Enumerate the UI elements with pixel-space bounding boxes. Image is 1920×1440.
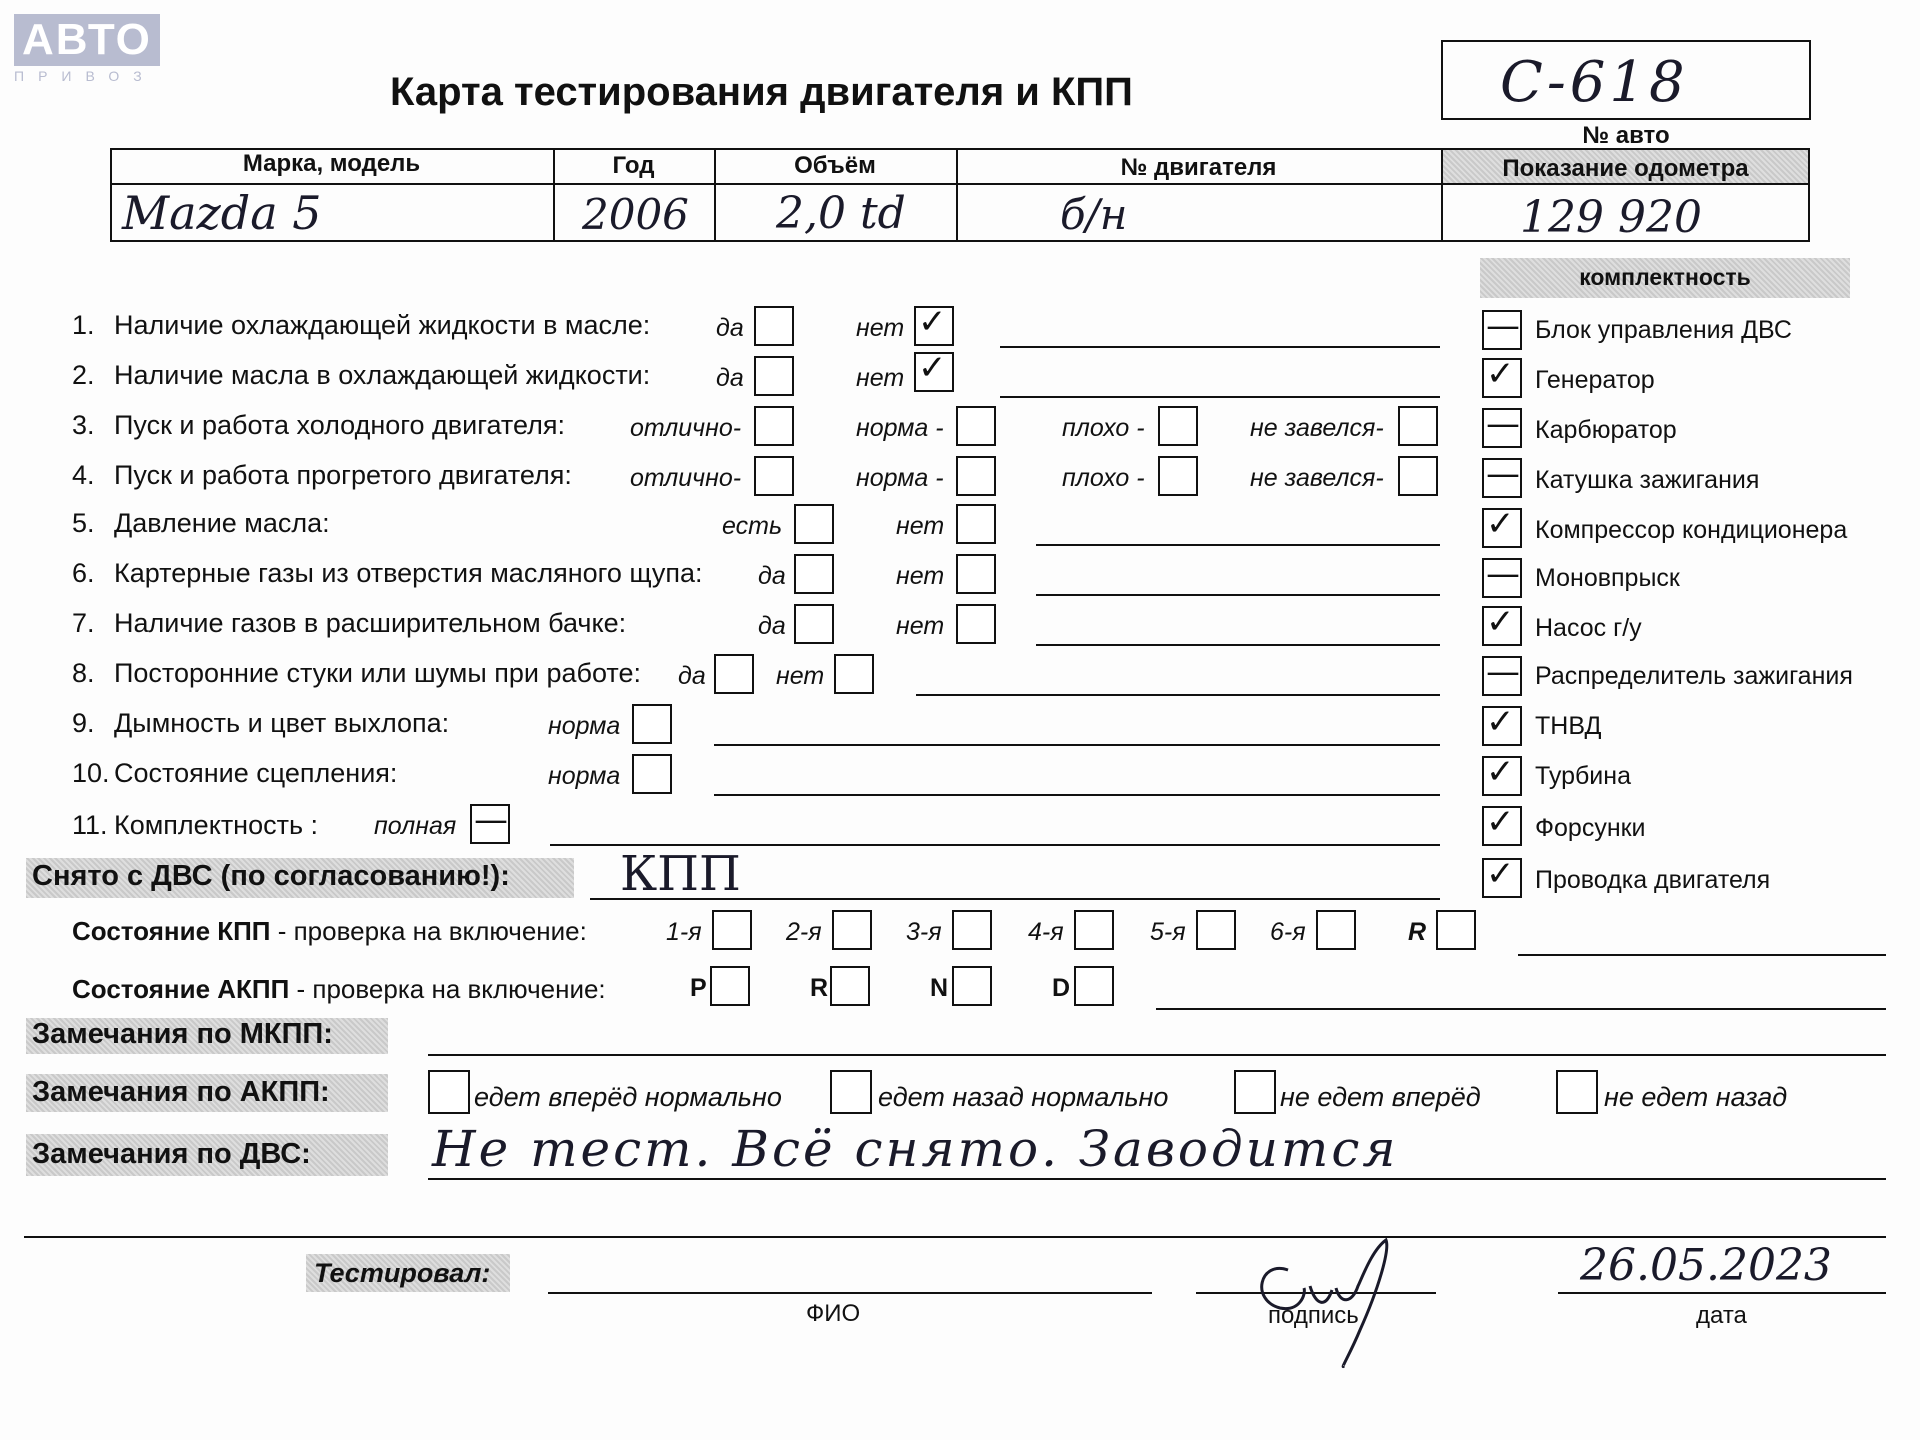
value-odometer: 129 920	[1520, 192, 1702, 243]
logo-sub: ПРИВОЗ	[14, 68, 156, 84]
option-label: да	[758, 562, 786, 590]
completeness-header: комплектность	[1579, 264, 1751, 290]
option-label: не завелся-	[1250, 414, 1384, 442]
gear-checkbox[interactable]	[1196, 910, 1236, 950]
question-text: Комплектность :	[114, 810, 319, 840]
date-label: дата	[1696, 1302, 1747, 1329]
remarks-mkpp-label: Замечания по МКПП:	[32, 1018, 333, 1050]
option-label: не завелся-	[1250, 464, 1384, 492]
checkbox-q11-full[interactable]	[470, 800, 510, 844]
gear-label: R	[810, 974, 829, 1002]
component-checkbox[interactable]: ✓	[1482, 858, 1522, 898]
option-label: отлично-	[630, 414, 742, 442]
component-checkbox[interactable]: —	[1482, 408, 1522, 448]
question-text: Пуск и работа холодного двигателя:	[114, 410, 565, 440]
option-label: плохо -	[1062, 464, 1145, 492]
removed-value[interactable]: КПП	[620, 846, 741, 902]
component-checkbox[interactable]: ✓	[1482, 756, 1522, 796]
component-label: Карбюратор	[1535, 416, 1677, 444]
option-label: отлично-	[630, 464, 742, 492]
header-year: Год	[612, 152, 655, 179]
option-label: нет	[856, 314, 905, 342]
signature-label: подпись	[1268, 1302, 1359, 1329]
checkbox-q2-no[interactable]	[914, 348, 954, 392]
component-checkbox[interactable]: ✓	[1482, 508, 1522, 548]
component-label: Катушка зажигания	[1535, 466, 1760, 494]
question-text: Давление масла:	[114, 508, 330, 538]
gear-label: R	[1408, 918, 1427, 946]
remarks-dvs-label: Замечания по ДВС:	[32, 1138, 311, 1170]
question-number: 5.	[72, 508, 95, 538]
option-label: норма	[548, 712, 621, 740]
option-label: да	[678, 662, 706, 690]
auto-number-value: C-618	[1500, 50, 1689, 115]
component-checkbox[interactable]: ✓	[1482, 706, 1522, 746]
checkbox-q7-no[interactable]	[956, 604, 996, 644]
value-engine-no: б/н	[1060, 190, 1128, 239]
gear-label: 3-я	[906, 918, 942, 946]
checkbox-q6-no[interactable]	[956, 554, 996, 594]
option-label: да	[716, 314, 744, 342]
component-checkbox[interactable]: —	[1482, 458, 1522, 498]
question-number: 4.	[72, 460, 95, 490]
remarks-dvs-value[interactable]: Не тест. Всё снято. Заводится	[432, 1120, 1399, 1178]
gear-label: 6-я	[1270, 918, 1306, 946]
option-label: да	[716, 364, 744, 392]
component-checkbox[interactable]: ✓	[1482, 606, 1522, 646]
question-number: 8.	[72, 658, 95, 688]
question-text: Картерные газы из отверстия масляного щупа:	[114, 558, 703, 588]
gear-label: N	[930, 974, 949, 1002]
gear-label: 4-я	[1028, 918, 1064, 946]
checkbox-q4-normal[interactable]	[956, 456, 996, 496]
page-title: Карта тестирования двигателя и КПП	[390, 70, 1133, 114]
gear-checkbox[interactable]	[830, 966, 870, 1006]
option-label: норма -	[856, 464, 944, 492]
checkbox-no-forward[interactable]	[1234, 1070, 1276, 1114]
gear-label: P	[690, 974, 707, 1002]
option-label: едет назад нормально	[878, 1082, 1169, 1112]
question-number: 11.	[72, 810, 108, 840]
kpp-label: Состояние КПП - проверка на включение:	[72, 916, 587, 946]
checkbox-q1-no[interactable]	[914, 302, 954, 346]
question-text: Пуск и работа прогретого двигателя:	[114, 460, 572, 490]
checkbox-backward-normal[interactable]	[830, 1070, 872, 1114]
checkbox-q5-yes[interactable]	[794, 504, 834, 544]
component-label: Компрессор кондиционера	[1535, 516, 1848, 544]
component-checkbox[interactable]: ✓	[1482, 806, 1522, 846]
value-make-model: Mazda 5	[122, 186, 322, 240]
checkbox-forward-normal[interactable]	[428, 1070, 470, 1114]
question-text: Посторонние стуки или шумы при работе:	[114, 658, 641, 688]
option-label: есть	[722, 512, 783, 540]
component-label: Проводка двигателя	[1535, 866, 1771, 894]
checkbox-q7-yes[interactable]	[794, 604, 834, 644]
gear-checkbox[interactable]	[832, 910, 872, 950]
auto-number-label: № авто	[1582, 122, 1670, 149]
component-label: Турбина	[1535, 762, 1631, 790]
option-label: нет	[896, 512, 945, 540]
checkbox-q4-bad[interactable]	[1158, 456, 1198, 496]
component-label: Распределитель зажигания	[1535, 662, 1853, 690]
gear-checkbox[interactable]	[1436, 910, 1476, 950]
removed-label: Снято с ДВС (по согласованию!):	[32, 860, 510, 892]
question-text: Наличие охлаждающей жидкости в масле:	[114, 310, 651, 340]
checkbox-q9-normal[interactable]	[632, 704, 672, 744]
option-label: не едет назад	[1604, 1082, 1788, 1112]
question-text: Наличие газов в расширительном бачке:	[114, 608, 627, 638]
checkbox-q4-not-started[interactable]	[1398, 456, 1438, 496]
check-mark-icon: ✓	[918, 302, 947, 342]
component-checkbox[interactable]: —	[1482, 310, 1522, 350]
value-year: 2006	[582, 190, 689, 239]
check-mark-icon: ✓	[918, 348, 947, 388]
gear-label: 5-я	[1150, 918, 1186, 946]
option-label: нет	[776, 662, 825, 690]
checkbox-q8-no[interactable]	[834, 654, 874, 694]
option-label: норма -	[856, 414, 944, 442]
question-number: 3.	[72, 410, 95, 440]
checkbox-q8-yes[interactable]	[714, 654, 754, 694]
checkbox-q3-normal[interactable]	[956, 406, 996, 446]
option-label: да	[758, 612, 786, 640]
date-value[interactable]: 26.05.2023	[1580, 1240, 1832, 1291]
checkbox-q1-yes[interactable]	[754, 306, 794, 346]
gear-checkbox[interactable]	[1074, 966, 1114, 1006]
gear-checkbox[interactable]	[1074, 910, 1114, 950]
gear-label: 2-я	[786, 918, 822, 946]
header-make-model: Марка, модель	[242, 150, 421, 177]
question-text: Состояние сцепления:	[114, 758, 398, 788]
option-label: норма	[548, 762, 621, 790]
header-odometer: Показание одометра	[1502, 155, 1749, 182]
gear-checkbox[interactable]	[952, 966, 992, 1006]
question-number: 7.	[72, 608, 95, 638]
checkbox-no-backward[interactable]	[1556, 1070, 1598, 1114]
checkbox-q2-yes[interactable]	[754, 356, 794, 396]
fio-label: ФИО	[806, 1300, 861, 1327]
checkbox-q4-excellent[interactable]	[754, 456, 794, 496]
component-label: ТНВД	[1535, 712, 1602, 740]
component-checkbox[interactable]: —	[1482, 656, 1522, 696]
gear-label: 1-я	[666, 918, 702, 946]
component-label: Насос г/у	[1535, 614, 1642, 642]
component-label: Моновпрыск	[1535, 564, 1680, 592]
question-number: 9.	[72, 708, 95, 738]
logo-main: АВТО	[14, 14, 160, 66]
gear-checkbox[interactable]	[712, 910, 752, 950]
checkbox-q3-excellent[interactable]	[754, 406, 794, 446]
option-label: нет	[856, 364, 905, 392]
option-label: нет	[896, 612, 945, 640]
component-label: Генератор	[1535, 366, 1655, 394]
question-number: 1.	[72, 310, 95, 340]
checkbox-q5-no[interactable]	[956, 504, 996, 544]
gear-label: D	[1052, 974, 1071, 1002]
checkbox-q10-normal[interactable]	[632, 754, 672, 794]
gear-checkbox[interactable]	[952, 910, 992, 950]
value-volume: 2,0 td	[776, 188, 906, 239]
header-volume: Объём	[794, 152, 876, 179]
option-label: не едет вперёд	[1280, 1082, 1481, 1112]
checkbox-q3-bad[interactable]	[1158, 406, 1198, 446]
option-label: нет	[896, 562, 945, 590]
option-label: едет вперёд нормально	[474, 1082, 782, 1112]
header-engine-no: № двигателя	[1120, 154, 1277, 181]
component-label: Блок управления ДВС	[1535, 316, 1792, 344]
component-checkbox[interactable]: ✓	[1482, 358, 1522, 398]
akpp-label: Состояние АКПП - проверка на включение:	[72, 974, 606, 1004]
tested-label: Тестировал:	[314, 1258, 491, 1288]
question-text: Дымность и цвет выхлопа:	[114, 708, 450, 738]
question-number: 2.	[72, 360, 95, 390]
question-text: Наличие масла в охлаждающей жидкости:	[114, 360, 651, 390]
question-number: 10.	[72, 758, 110, 788]
remarks-akpp-label: Замечания по АКПП:	[32, 1076, 330, 1108]
option-label: плохо -	[1062, 414, 1145, 442]
checkbox-q6-yes[interactable]	[794, 554, 834, 594]
question-number: 6.	[72, 558, 95, 588]
component-checkbox[interactable]: —	[1482, 558, 1522, 598]
dash-mark-icon: —	[474, 800, 508, 840]
checkbox-q3-not-started[interactable]	[1398, 406, 1438, 446]
option-label: полная	[374, 812, 457, 840]
gear-checkbox[interactable]	[710, 966, 750, 1006]
component-label: Форсунки	[1535, 814, 1646, 842]
gear-checkbox[interactable]	[1316, 910, 1356, 950]
logo	[14, 14, 160, 84]
